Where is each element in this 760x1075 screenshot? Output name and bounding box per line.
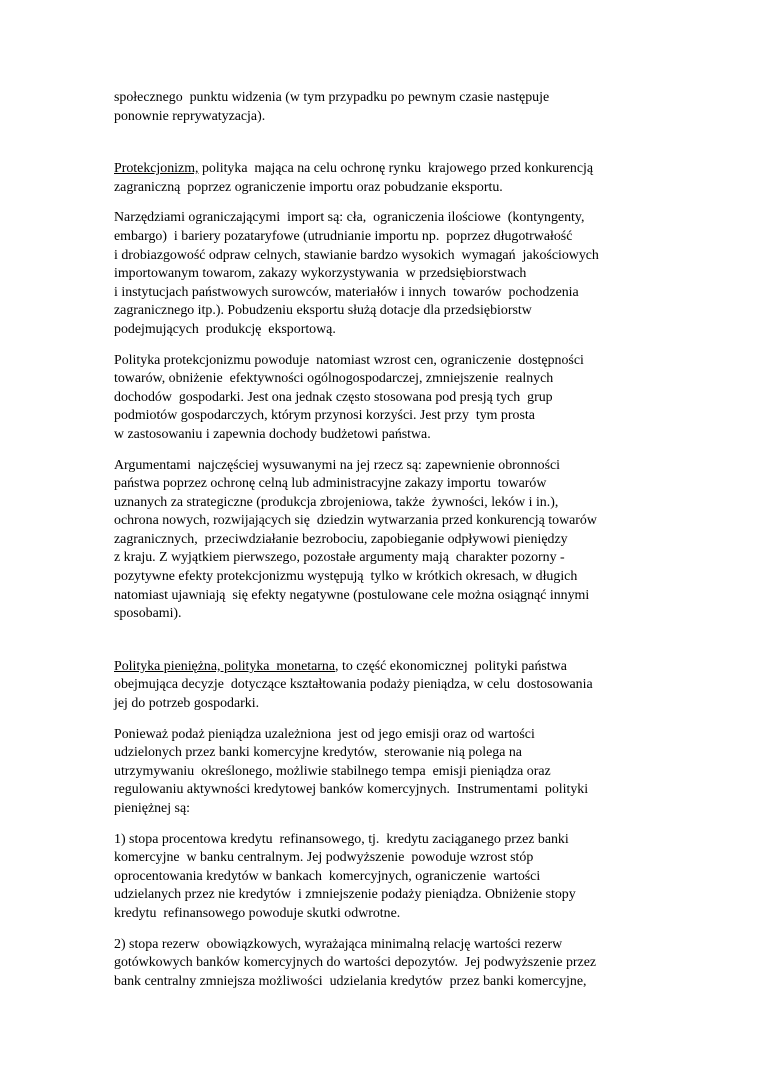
text-line: regulowaniu aktywności kredytowej banków komercyjnych. Instrumentami polityki [114, 782, 589, 798]
text-line: państwa poprzez ochronę celną lub administracyjne zakazy importu towarów [114, 476, 547, 492]
text-line: natomiast ujawniają się efekty negatywne (postulowane cele można osiągnąć innymi [114, 587, 590, 603]
text-line: towarów, obniżenie efektywności ogólnogospodarczej, zmniejszenie realnych [114, 371, 554, 387]
text-line: Polityka pieniężna, polityka monetarna, to część ekonomicznej polityki państwa [114, 658, 567, 674]
monetarna-paragraph-4 [114, 936, 654, 992]
text-line: zagranicznego itp.). Pobudzeniu eksportu służą dotacje dla przedsiębiorstw [114, 303, 532, 319]
document-page [114, 89, 654, 1003]
monetarna-definition [114, 658, 654, 714]
text-line: pieniężnej są: [114, 801, 190, 816]
text-line: sposobami). [114, 606, 182, 622]
text-line: utrzymywaniu określonego, możliwie stabilnego tempa emisji pieniądza oraz [114, 763, 551, 779]
protekcjonizm-paragraph-2 [114, 209, 654, 339]
text-line: jej do potrzeb gospodarki. [114, 696, 260, 712]
text-line: gotówkowych banków komercyjnych do wartości depozytów. Jej podwyższenie przez [114, 955, 597, 971]
text-line: w zastosowaniu i zapewnia dochody budżetowi państwa. [114, 426, 431, 442]
text-line: ochrona nowych, rozwijających się dziedzin wytwarzania przed konkurencją towarów [114, 513, 597, 529]
text-line: ponownie reprywatyzacja). [114, 108, 266, 124]
text-line: oprocentowania kredytów w bankach komercyjnych, ograniczenie wartości [114, 868, 541, 884]
monetarna-paragraph-2 [114, 726, 654, 819]
text-line: uznanych za strategiczne (produkcja zbrojeniowa, także żywności, leków i in.), [114, 494, 559, 510]
text-line: Ponieważ podaż pieniądza uzależniona jest od jego emisji oraz od wartości [114, 726, 535, 742]
text-line: pozytywne efekty protekcjonizmu występują tylko w krótkich okresach, w długich [114, 569, 578, 585]
text-line: zagraniczną poprzez ograniczenie importu oraz pobudzanie eksportu. [114, 179, 503, 195]
text-line: obejmująca decyzje dotyczące kształtowania podaży pieniądza, w celu dostosowania [114, 677, 593, 693]
text-line: i drobiazgowość odpraw celnych, stawianie bardzo wysokich wymagań jakościowych [114, 247, 599, 263]
text-line: Polityka protekcjonizmu powoduje natomiast wzrost cen, ograniczenie dostępności [114, 352, 584, 368]
monetarna-paragraph-3 [114, 831, 654, 924]
text-line: embargo) i bariery pozataryfowe (utrudnianie importu np. poprzez długotrwałość [114, 228, 573, 244]
text-line: kredytu refinansowego powoduje skutki odwrotne. [114, 905, 401, 921]
term-polityka-pieniezna: Polityka pieniężna, polityka monetarna [114, 658, 336, 674]
text-line: podmiotów gospodarczych, którym przynosi korzyści. Jest przy tym prosta [114, 408, 535, 424]
text-line: 1) stopa procentowa kredytu refinansowego, tj. kredytu zaciąganego przez banki [114, 831, 569, 847]
text-line: z kraju. Z wyjątkiem pierwszego, pozostałe argumenty mają charakter pozorny - [114, 550, 565, 566]
text-line: bank centralny zmniejsza możliwości udzielania kredytów przez banki komercyjne, [114, 973, 587, 989]
term-protekcjonizm: Protekcjonizm, [114, 161, 199, 177]
protekcjonizm-definition [114, 160, 654, 197]
protekcjonizm-paragraph-4 [114, 457, 654, 624]
text-line: Argumentami najczęściej wysuwanymi na jej rzecz są: zapewnienie obronności [114, 457, 561, 473]
text-line: komercyjne w banku centralnym. Jej podwyższenie powoduje wzrost stóp [114, 850, 534, 866]
text-line: Narzędziami ograniczającymi import są: cła, ograniczenia ilościowe (kontyngenty, [114, 210, 585, 226]
protekcjonizm-paragraph-3 [114, 352, 654, 445]
text-line: społecznego punktu widzenia (w tym przypadku po pewnym czasie następuje [114, 90, 550, 105]
text-line: udzielanych przez nie kredytów i zmniejszenie podaży pieniądza. Obniżenie stopy [114, 887, 576, 903]
text-line: Protekcjonizm, polityka mająca na celu ochronę rynku krajowego przed konkurencją [114, 161, 594, 177]
text-line: udzielonych przez banki komercyjne kredytów, sterowanie nią polega na [114, 745, 522, 761]
text-line: zagranicznych, przeciwdziałanie bezrobociu, zapobieganie odpływowi pieniędzy [114, 531, 568, 547]
text-line: i instytucjach państwowych surowców, materiałów i innych towarów pochodzenia [114, 284, 579, 300]
text-line: podejmujących produkcję eksportową. [114, 321, 336, 337]
intro-paragraph [114, 89, 654, 126]
text-line: 2) stopa rezerw obowiązkowych, wyrażająca minimalną relację wartości rezerw [114, 936, 563, 952]
text-line: importowanym towarom, zakazy wykorzystywania w przedsiębiorstwach [114, 266, 527, 282]
text-line: dochodów gospodarki. Jest ona jednak często stosowana pod presją tych grup [114, 389, 553, 405]
